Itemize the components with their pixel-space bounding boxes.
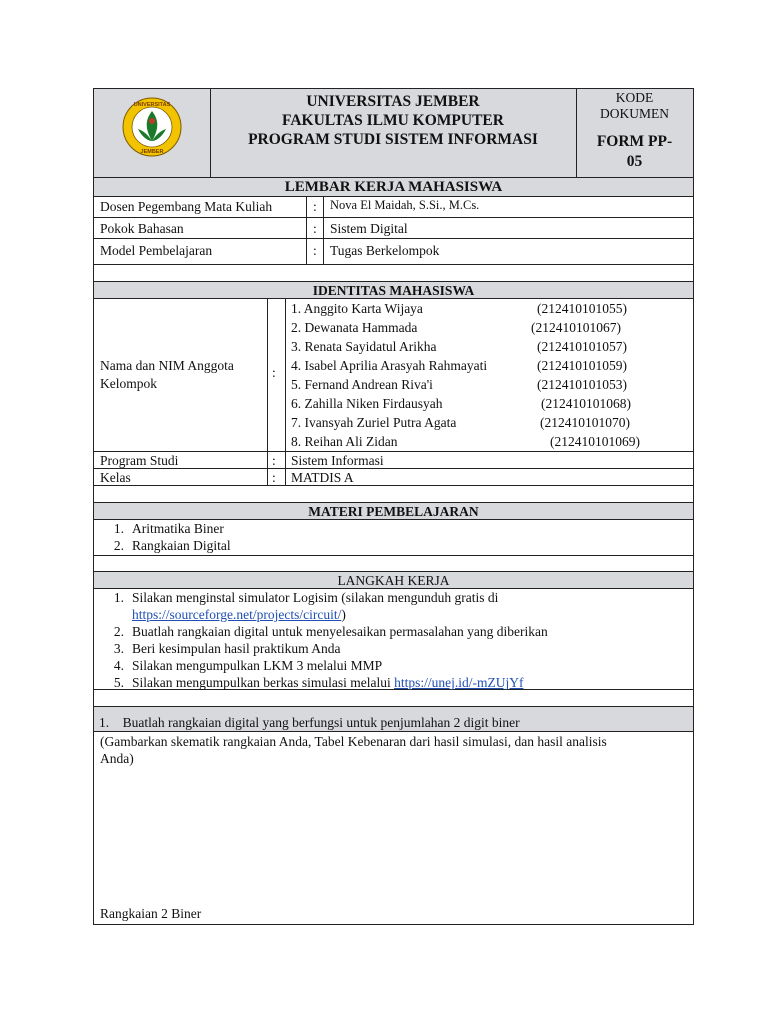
university-name: UNIVERSITAS JEMBER — [306, 93, 480, 110]
task-question: 1. Buatlah rangkaian digital yang berfungsi untuk penjumlahan 2 digit biner — [99, 715, 520, 730]
member-name: 5. Fernand Andrean Riva'i — [291, 377, 433, 392]
task-footer: Rangkaian 2 Biner — [100, 906, 202, 921]
form-header — [94, 89, 693, 178]
identitas-title-row — [94, 282, 693, 299]
code-label-1: KODE — [615, 90, 654, 105]
member-nim: (212410101067) — [531, 320, 621, 335]
member-nim: (212410101057) — [537, 339, 627, 354]
svg-text:UNIVERSITAS: UNIVERSITAS — [133, 102, 171, 108]
member-nim: (212410101059) — [537, 358, 627, 373]
faculty-name: FAKULTAS ILMU KOMPUTER — [282, 112, 504, 129]
list-item: 1. Silakan menginstal simulator Logisim (silakan mengunduh gratis di — [113, 590, 499, 605]
task-title-row — [94, 707, 693, 732]
member-nim: (212410101069) — [550, 434, 640, 449]
member-name: 1. Anggito Karta Wijaya — [291, 301, 423, 316]
info-row-topic: Pokok Bahasan : Sistem Digital — [94, 218, 693, 239]
materi-list-row — [94, 520, 693, 556]
university-logo-icon — [122, 97, 182, 157]
member-item — [291, 318, 693, 337]
submission-link[interactable]: https://unej.id/-mZUjYf — [394, 675, 524, 690]
member-nim: (212410101053) — [537, 377, 627, 392]
members-row: Nama dan NIM Anggota Kelompok : 1. Anggito Karta Wijaya (212410101055) 2. Dewanata Hammada (212410101067) 3. Renata Sayidatul Arikha (212410101057) 4. Isabel Aprilia Arasyah Rahmayati (212410101059) 5. Fernand Andrean Riva'i (212410101053) 6. Zahilla Niken Firdausyah (212410101068) 7. Ivansyah Zuriel Putra Agata (212410101070) 8. Reihan Ali Zidan (212410101069) — [94, 299, 693, 452]
task-answer-area — [94, 732, 693, 924]
logo-cell — [94, 89, 210, 177]
code-label-2: DOKUMEN — [600, 106, 669, 121]
member-name: 2. Dewanata Hammada — [291, 320, 418, 335]
list-item: 5. Silakan mengumpulkan berkas simulasi melalui https://unej.id/-mZUjYf — [113, 675, 524, 690]
task-instruction: (Gambarkan skematik rangkaian Anda, Tabel Kebenaran dari hasil simulasi, dan hasil analisis Anda) — [100, 734, 607, 766]
list-item: https://sourceforge.net/projects/circuit/) — [132, 607, 346, 622]
member-name: 8. Reihan Ali Zidan — [291, 434, 398, 449]
member-nim: (212410101068) — [541, 396, 631, 411]
materi-title: MATERI PEMBELAJARAN — [308, 504, 479, 519]
members-label: Nama dan NIM Anggota Kelompok — [100, 358, 234, 391]
member-name: 6. Zahilla Niken Firdausyah — [291, 396, 443, 411]
lecturer-value: Nova El Maidah, S.Si., M.Cs. — [330, 198, 480, 212]
program-name: PROGRAM STUDI SISTEM INFORMASI — [248, 131, 538, 148]
worksheet-title: LEMBAR KERJA MAHASISWA — [284, 179, 503, 195]
member-nim: (212410101070) — [540, 415, 630, 430]
langkah-title-row — [94, 572, 693, 589]
spacer-row — [94, 690, 693, 707]
list-item: 4. Silakan mengumpulkan LKM 3 melalui MMP — [113, 658, 383, 673]
spacer-row — [94, 265, 693, 282]
info-row-lecturer: Dosen Pegembang Mata Kuliah : Nova El Maidah, S.Si., M.Cs. — [94, 197, 693, 218]
program-row: Program Studi : Sistem Informasi — [94, 452, 693, 469]
member-item — [291, 375, 693, 394]
document-code — [576, 89, 693, 177]
member-item — [291, 394, 693, 413]
list-item: 3. Beri kesimpulan hasil praktikum Anda — [113, 641, 341, 656]
spacer-row — [94, 486, 693, 503]
list-item: 2. Rangkaian Digital — [113, 538, 231, 553]
worksheet-title-row — [94, 178, 693, 197]
member-item — [291, 299, 693, 318]
langkah-list — [94, 589, 693, 691]
list-item: 1. Aritmatika Biner — [113, 521, 224, 536]
member-item — [291, 337, 693, 356]
model-value: Tugas Berkelompok — [330, 243, 440, 258]
kelas-value: MATDIS A — [291, 470, 354, 485]
materi-title-row — [94, 503, 693, 520]
info-row-model: Model Pembelajaran : Tugas Berkelompok — [94, 239, 693, 265]
sourceforge-link[interactable]: https://sourceforge.net/projects/circuit/ — [132, 607, 342, 622]
svg-text:JEMBER: JEMBER — [140, 149, 164, 155]
member-item — [291, 432, 693, 451]
member-item — [291, 413, 693, 432]
member-nim: (212410101055) — [537, 301, 627, 316]
worksheet-form — [93, 88, 694, 925]
identitas-title: IDENTITAS MAHASISWA — [312, 283, 475, 298]
spacer-row — [94, 556, 693, 572]
member-name: 3. Renata Sayidatul Arikha — [291, 339, 437, 354]
topic-value: Sistem Digital — [330, 221, 408, 236]
kelas-row: Kelas : MATDIS A — [94, 469, 693, 486]
member-list — [291, 299, 693, 451]
materi-list — [94, 520, 693, 554]
form-code-1: FORM PP- — [596, 133, 673, 150]
langkah-list-row — [94, 589, 693, 690]
member-item — [291, 356, 693, 375]
langkah-title: LANGKAH KERJA — [337, 573, 450, 588]
member-name: 7. Ivansyah Zuriel Putra Agata — [291, 415, 457, 430]
program-value: Sistem Informasi — [291, 453, 384, 468]
institution-title — [210, 89, 576, 177]
member-name: 4. Isabel Aprilia Arasyah Rahmayati — [291, 358, 488, 373]
form-code-2: 05 — [626, 153, 643, 170]
list-item: 2. Buatlah rangkaian digital untuk menyelesaikan permasalahan yang diberikan — [113, 624, 548, 639]
